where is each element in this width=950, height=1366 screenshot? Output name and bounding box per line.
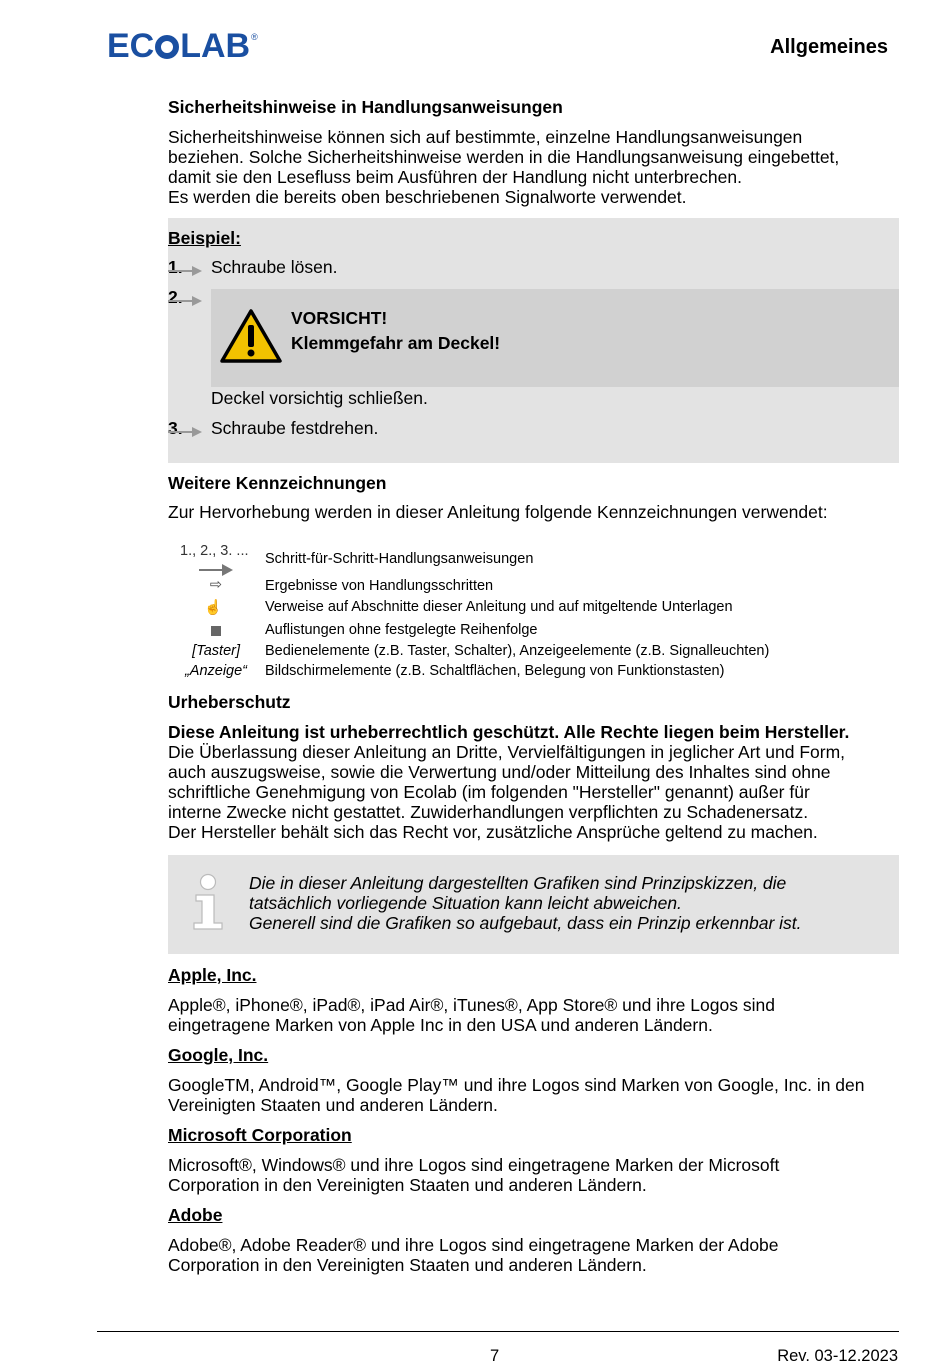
trademark-text-microsoft: Microsoft®, Windows® und ihre Logos sind eingetragene Marken der Microsoft Corporation in den Vereinigten Staaten und anderen Ländern.: [168, 1155, 780, 1195]
legend-symbol-steps: 1., 2., 3. ...: [180, 543, 249, 559]
step-number: 3.: [168, 418, 183, 438]
step-arrow-icon: [168, 266, 202, 276]
info-icon: [190, 873, 226, 931]
legend-text: Auflistungen ohne festgelegte Reihenfolge: [265, 622, 538, 638]
warning-signal-word: VORSICHT!: [291, 308, 388, 328]
legend-text: Ergebnisse von Handlungsschritten: [265, 578, 494, 594]
legend-symbol-button: [Taster]: [192, 643, 240, 659]
trademark-heading-google: Google, Inc.: [168, 1045, 269, 1065]
trademark-text-apple: Apple®, iPhone®, iPad®, iPad Air®, iTunes®, App Store® und ihre Logos sind eingetragene Marken von Apple Inc in den USA und anderen Ländern.: [168, 995, 775, 1035]
trademark-text-adobe: Adobe®, Adobe Reader® und ihre Logos sind eingetragene Marken der Adobe Corporation in den Vereinigten Staaten und anderen Ländern.: [168, 1235, 779, 1275]
bullet-square-icon: [211, 626, 221, 636]
warning-triangle-icon: [219, 308, 283, 364]
step-arrow-icon: [199, 564, 233, 576]
markings-intro: Zur Hervorhebung werden in dieser Anleitung folgende Kennzeichnungen verwendet:: [168, 502, 828, 522]
pointing-hand-icon: ☝: [203, 600, 222, 616]
result-arrow-icon: ⇨: [209, 577, 222, 593]
step-arrow-icon: [168, 296, 202, 306]
step-number: 1.: [168, 257, 183, 277]
logo-ring-icon: [155, 35, 179, 59]
legend-text: Bedienelemente (z.B. Taster, Schalter), Anzeigeelemente (z.B. Signalleuchten): [265, 643, 770, 659]
page-number: 7: [490, 1347, 500, 1365]
footer-divider: [97, 1331, 899, 1332]
trademark-text-google: GoogleTM, Android™, Google Play™ und ihre Logos sind Marken von Google, Inc. in den Vereinigten Staaten und anderen Ländern.: [168, 1075, 865, 1115]
step-number: 2.: [168, 287, 183, 307]
step-arrow-icon: [168, 427, 202, 437]
step-text: Schraube lösen.: [211, 257, 338, 277]
copyright-bold-line: Diese Anleitung ist urheberrechtlich geschützt. Alle Rechte liegen beim Hersteller.: [168, 722, 850, 742]
legend-text: Schritt-für-Schritt-Handlungsanweisungen: [265, 551, 534, 567]
trademark-heading-adobe: Adobe: [168, 1205, 223, 1225]
markings-heading: Weitere Kennzeichnungen: [168, 473, 387, 493]
revision-label: Rev. 03-12.2023: [777, 1347, 898, 1365]
trademark-heading-apple: Apple, Inc.: [168, 965, 257, 985]
legend-text: Bildschirmelemente (z.B. Schaltflächen, Belegung von Funktionstasten): [265, 663, 725, 679]
after-warning-text: Deckel vorsichtig schließen.: [211, 388, 428, 408]
trademark-heading-microsoft: Microsoft Corporation: [168, 1125, 352, 1145]
info-text: Die in dieser Anleitung dargestellten Grafiken sind Prinzipskizzen, die tatsächlich vorliegende Situation kann leicht abweichen. Generell sind die Grafiken so aufgebaut, dass ein Prinzip erkennbar ist.: [249, 873, 802, 933]
example-label: Beispiel:: [168, 228, 241, 248]
copyright-paragraph: Die Überlassung dieser Anleitung an Dritte, Vervielfältigungen in jeglicher Art und Form, auch auszugsweise, sowie die Verwertung und/oder Mitteilung des Inhaltes sind ohne schriftliche Genehmigung von Ecolab (im folgenden "Hersteller" genannt) außer für interne Zwecke nicht gestattet. Zuwiderhandlungen verpflichten zu Schadenersatz. Der Hersteller behält sich das Recht vor, zusätzliche Ansprüche geltend zu machen.: [168, 742, 846, 842]
legend-text: Verweise auf Abschnitte dieser Anleitung und auf mitgeltende Unterlagen: [265, 599, 733, 615]
legend-symbol-display: „Anzeige“: [184, 663, 247, 679]
ecolab-logo: EC LAB ®: [107, 26, 258, 65]
warning-message: Klemmgefahr am Deckel!: [291, 333, 501, 353]
safety-heading: Sicherheitshinweise in Handlungsanweisungen: [168, 97, 563, 117]
step-text: Schraube festdrehen.: [211, 418, 379, 438]
copyright-heading: Urheberschutz: [168, 692, 291, 712]
page-header-title: Allgemeines: [770, 36, 888, 58]
safety-paragraph: Sicherheitshinweise können sich auf bestimmte, einzelne Handlungsanweisungen beziehen. Solche Sicherheitshinweise werden in die Handlungsanweisung eingebettet, damit sie den Lesefluss beim Ausführen der Handlung nicht unterbrechen. Es werden die bereits oben beschriebenen Signalworte verwendet.: [168, 127, 840, 207]
